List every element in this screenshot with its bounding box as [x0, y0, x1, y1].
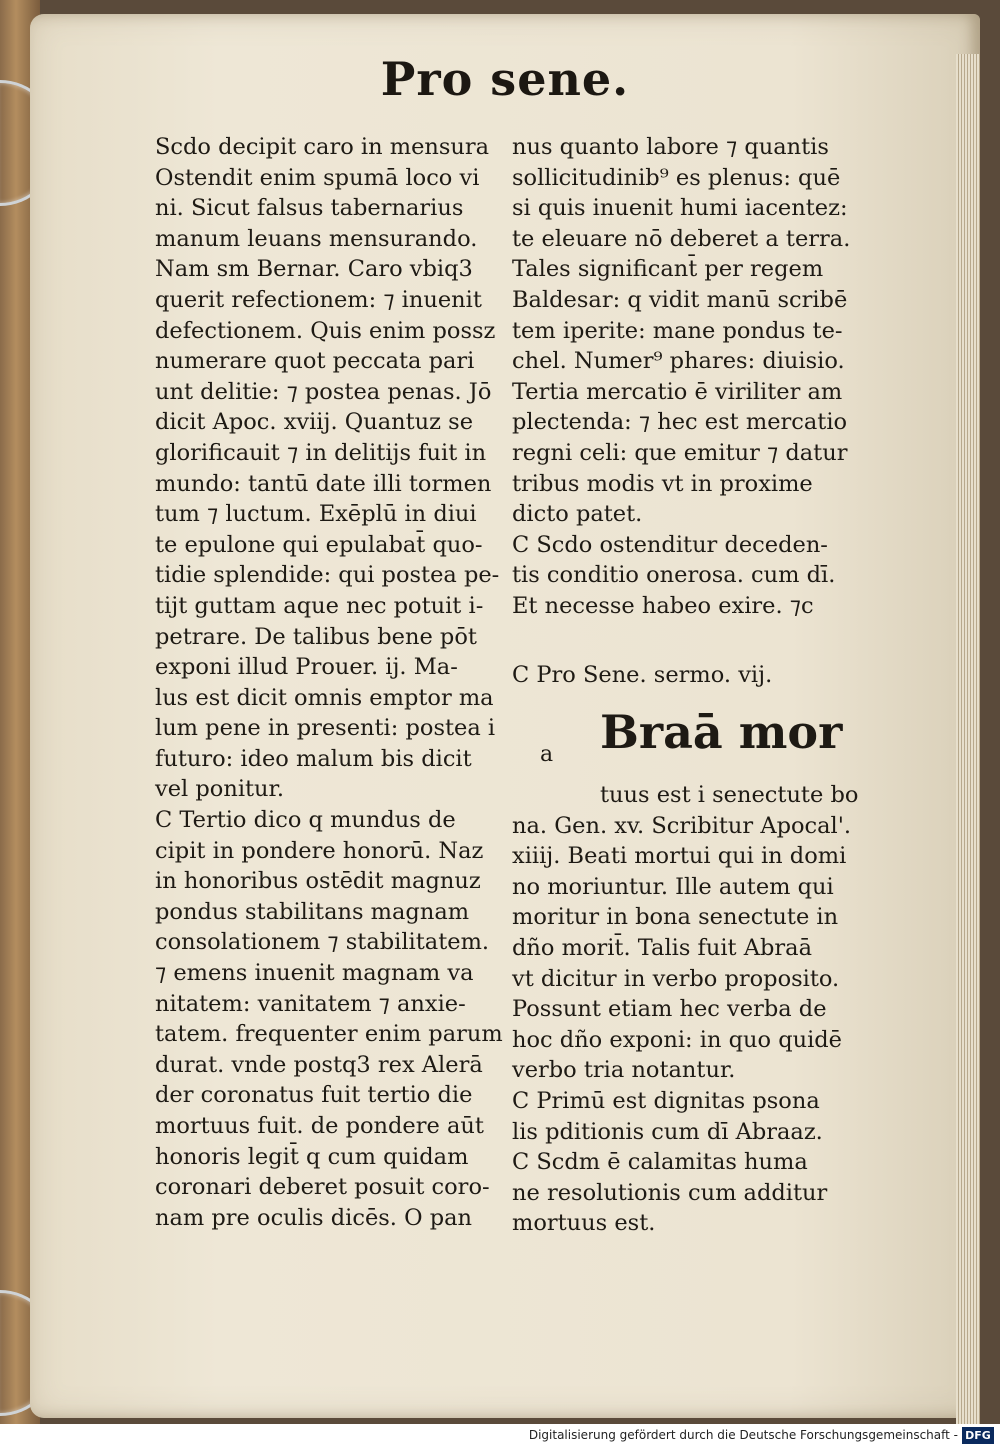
- text-line: honoris legit̄ q cum quidam: [155, 1143, 469, 1170]
- running-head: Pro sene.: [380, 52, 630, 106]
- text-line: mortuus fuit. de pondere aūt: [155, 1113, 484, 1139]
- text-line: dicit Apoc. xviij. Quantuz se: [155, 409, 474, 436]
- text-line: tum ⁊ luctum. Exēplū in diui: [155, 501, 477, 528]
- text-line: Tales significant̄ per regem: [512, 256, 824, 283]
- sermon-heading: C Pro Sene. sermo. vij.: [512, 661, 773, 688]
- text-line: mortuus est.: [512, 1210, 656, 1237]
- text-line: lum pene in presenti: postea i: [155, 715, 496, 742]
- text-line: nus quanto labore ⁊ quantis: [512, 134, 829, 160]
- text-line: Ostendit enim spumā loco vi: [155, 164, 480, 191]
- text-line: C Scdm ē calamitas huma: [512, 1149, 808, 1176]
- text-line: C Primū est dignitas psona: [512, 1088, 820, 1115]
- text-line: lis pditionis cum dī Abraaz.: [512, 1118, 823, 1145]
- text-line: dicto patet.: [512, 501, 643, 528]
- text-line: regni celi: que emitur ⁊ datur: [512, 439, 848, 466]
- text-line: C Tertio dico q mundus de: [155, 807, 456, 834]
- text-line: Et necesse habeo exire. ⁊c: [512, 592, 814, 619]
- dfg-logo: DFG: [962, 1427, 994, 1444]
- text-line: moritur in bona senectute in: [512, 904, 839, 931]
- text-line: nitatem: vanitatem ⁊ anxie-: [155, 990, 466, 1017]
- text-line: mundo: tantū date illi tormen: [155, 470, 492, 497]
- text-line: defectionem. Quis enim possz: [155, 317, 496, 344]
- text-line: in honoribus ostēdit magnuz: [155, 868, 481, 895]
- text-line: plectenda: ⁊ hec est mercatio: [512, 409, 848, 436]
- text-line: cipit in pondere honorū. Naz: [155, 837, 484, 864]
- text-line: chel. Numer⁹ phares: diuisio.: [512, 348, 845, 375]
- text-line: exponi illud Prouer. ij. Ma-: [155, 654, 458, 681]
- footer-bar: [0, 1424, 1000, 1448]
- text-line: Tertia mercatio ē viriliter am: [512, 378, 843, 405]
- text-line: te eleuare nō deberet a terra.: [512, 225, 851, 252]
- text-line: xiiij. Beati mortui qui in domi: [512, 843, 847, 870]
- text-line: na. Gen. xv. Scribitur Apocal'.: [512, 812, 852, 839]
- text-line: tatem. frequenter enim parum: [155, 1021, 503, 1048]
- text-line: tuus est i senectute bo: [600, 782, 859, 809]
- text-line: querit refectionem: ⁊ inuenit: [155, 286, 482, 313]
- text-line: vt dicitur in verbo proposito.: [512, 965, 840, 992]
- text-line: verbo tria notantur.: [512, 1057, 736, 1084]
- text-line: dño morit̄. Talis fuit Abraā: [512, 935, 812, 962]
- text-line: petrare. De talibus bene pōt: [155, 623, 477, 650]
- text-line: coronari deberet posuit coro-: [155, 1174, 490, 1201]
- text-line: C Scdo ostenditur deceden-: [512, 531, 828, 558]
- text-line: der coronatus fuit tertio die: [155, 1082, 473, 1109]
- decorated-initial-block: [512, 704, 892, 780]
- text-line: manum leuans mensurando.: [155, 225, 478, 252]
- text-line: pondus stabilitans magnam: [155, 898, 470, 925]
- text-line: Baldesar: q vidit manū scribē: [512, 286, 848, 313]
- text-line: Nam sm Bernar. Caro vbiq3: [155, 256, 473, 283]
- text-line: tem iperite: mane pondus te-: [512, 317, 843, 344]
- text-line: Possunt etiam hec verba de: [512, 996, 827, 1023]
- text-line: durat. vnde postq3 rex Alerā: [155, 1051, 483, 1078]
- book-page: [30, 14, 980, 1418]
- text-line: unt delitie: ⁊ postea penas. Jō: [155, 378, 492, 405]
- text-line: ⁊ emens inuenit magnam va: [155, 960, 474, 987]
- text-line: tis conditio onerosa. cum dī.: [512, 562, 836, 589]
- text-line: tidie splendide: qui postea pe-: [155, 562, 500, 589]
- decorated-word: Braā mor: [600, 705, 843, 760]
- left-column: [155, 132, 515, 1233]
- text-line: si quis inuenit humi iacentez:: [512, 195, 848, 222]
- text-line: ne resolutionis cum additur: [512, 1179, 828, 1206]
- text-line: hoc dño exponi: in quo quidē: [512, 1026, 842, 1053]
- text-line: nam pre oculis dicēs. O pan: [155, 1204, 473, 1231]
- text-line: tribus modis vt in proxime: [512, 470, 813, 497]
- text-line: glorificauit ⁊ in delitijs fuit in: [155, 439, 487, 466]
- text-line: vel ponitur.: [155, 776, 284, 803]
- text-line: consolationem ⁊ stabilitatem.: [155, 929, 490, 956]
- page-edges: [956, 54, 980, 1424]
- text-line: numerare quot peccata pari: [155, 348, 475, 375]
- text-line: te epulone qui epulabat̄ quo-: [155, 531, 483, 558]
- text-line: no moriuntur. Ille autem qui: [512, 873, 834, 900]
- text-line: Scdo decipit caro in mensura: [155, 134, 490, 160]
- text-line: futuro: ideo malum bis dicit: [155, 745, 472, 772]
- text-line: ni. Sicut falsus tabernarius: [155, 195, 464, 222]
- text-line: tijt guttam aque nec potuit i-: [155, 592, 484, 619]
- text-line: lus est dicit omnis emptor ma: [155, 684, 494, 711]
- initial-marker: a: [540, 742, 554, 768]
- text-line: sollicitudinib⁹ es plenus: quē: [512, 164, 841, 191]
- right-column: [512, 132, 892, 1239]
- footer-credit: Digitalisierung gefördert durch die Deutsche Forschungsgemeinschaft -: [528, 1428, 958, 1442]
